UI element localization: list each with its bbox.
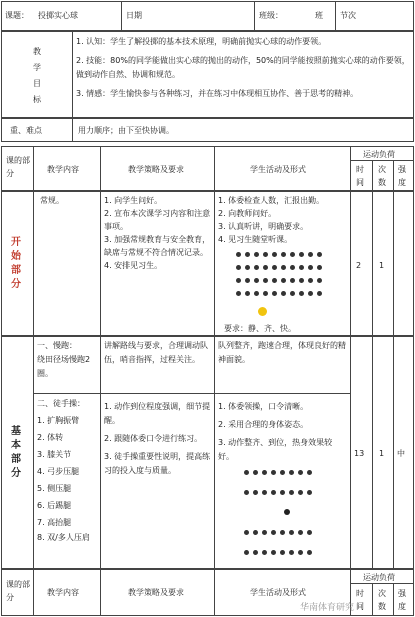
strategy-item: 1. 动作到位程度强调，细节提醒。 bbox=[104, 402, 211, 425]
content-item: 7. 高抬腿 bbox=[37, 518, 72, 527]
footer-load: 运动负荷 bbox=[363, 573, 395, 582]
topic-label: 课题： bbox=[5, 11, 29, 20]
header-content: 教学内容 bbox=[47, 165, 79, 174]
teacher-icon bbox=[258, 307, 267, 316]
section-start-student bbox=[218, 194, 348, 246]
header-intensity: 强度 bbox=[398, 165, 406, 187]
objectives-list bbox=[76, 35, 410, 101]
class-label: 班级： bbox=[259, 11, 283, 20]
header-student: 学生活动及形式 bbox=[250, 165, 306, 174]
section-basic-intensity: 中 bbox=[397, 449, 405, 458]
student-item: 3. 认真听讲，明确要求。 bbox=[218, 222, 309, 231]
objective-item: 2. 技能：80%的同学能做出实心球的抛出的动作，50%的同学能按照前抛实心球的动作要领，做到动作自然、协调和规范。 bbox=[76, 56, 410, 79]
section-basic-student-b bbox=[218, 400, 348, 464]
strategy-item: 4. 安排见习生。 bbox=[104, 261, 163, 270]
section-start-time: 2 bbox=[356, 261, 362, 270]
header-time: 时间 bbox=[356, 165, 364, 187]
section-basic-count: 1 bbox=[379, 449, 385, 458]
objectives-label: 教学目标 bbox=[33, 47, 41, 104]
student-item: 2. 采用合理的身体姿态。 bbox=[218, 420, 309, 429]
content-item: 8. 双/多人压肩 bbox=[37, 533, 90, 542]
section-start-requirement: 要求：静、齐、快。 bbox=[224, 324, 296, 333]
date-label: 日期 bbox=[126, 11, 142, 20]
lesson-label: 节次 bbox=[340, 11, 356, 20]
footer-content: 教学内容 bbox=[47, 588, 79, 597]
footer-time: 时间 bbox=[356, 589, 364, 611]
content-item: 一、慢跑： bbox=[37, 341, 77, 350]
content-item: 3. 膝关节 bbox=[37, 450, 72, 459]
header-part: 课的部分 bbox=[6, 156, 30, 178]
strategy-item: 2. 宣布本次课学习内容和注意事项。 bbox=[104, 209, 211, 231]
content-item: 5. 侧压腿 bbox=[37, 484, 72, 493]
formation-row bbox=[236, 278, 322, 283]
section-basic-strategy-b bbox=[104, 400, 212, 478]
section-basic-student-a: 队列整齐，跑速合理，体现良好的精神面貌。 bbox=[218, 341, 346, 364]
section-basic-time: 13 bbox=[354, 449, 365, 458]
formation-row bbox=[236, 252, 322, 257]
section-start-content: 常规。 bbox=[40, 196, 64, 205]
strategy-item: 1. 向学生问好。 bbox=[104, 196, 163, 205]
formation-row bbox=[244, 470, 312, 475]
strategy-item: 3. 徒手操重要性说明，提高练习的投入度与质量。 bbox=[104, 452, 211, 475]
section-start-count: 1 bbox=[379, 261, 385, 270]
student-item: 3. 动作整齐、到位，热身效果较好。 bbox=[218, 438, 333, 461]
key-points-row bbox=[1, 118, 414, 142]
footer-strategy: 教学策略及要求 bbox=[128, 588, 184, 597]
formation-row bbox=[244, 490, 312, 495]
student-item: 2. 向教师问好。 bbox=[218, 209, 277, 218]
objective-item: 1. 认知：学生了解投掷的基本技术原理，明确前抛实心球的动作要领。 bbox=[76, 37, 327, 46]
section-start-label: 开始部分 bbox=[11, 237, 21, 290]
content-item: 6. 后踢腿 bbox=[37, 501, 72, 510]
footer-intensity: 强度 bbox=[398, 589, 406, 611]
watermark: 华南体育研究 bbox=[300, 603, 355, 613]
section-basic-strategy-a: 讲解路线与要求，合理调动队伍，哨音指挥，过程关注。 bbox=[104, 341, 208, 364]
formation-row bbox=[236, 265, 322, 270]
key-points-label: 重、难点 bbox=[10, 126, 42, 135]
key-points-value: 用力顺序；由下至快协调。 bbox=[78, 126, 174, 135]
content-item: 4. 弓步压腿 bbox=[37, 467, 80, 476]
content-item: 2. 体转 bbox=[37, 433, 64, 442]
class-suffix: 班 bbox=[315, 11, 323, 20]
footer-count: 次数 bbox=[378, 589, 386, 611]
header-count: 次数 bbox=[378, 165, 386, 187]
content-item: 二、徒手操： bbox=[37, 399, 85, 408]
formation-row bbox=[244, 550, 312, 555]
strategy-item: 2. 跟随体委口令进行练习。 bbox=[104, 434, 203, 443]
strategy-item: 3. 加强常规教育与安全教育，缺席与常规不符合情况记录。 bbox=[104, 235, 211, 257]
formation-row bbox=[244, 530, 312, 535]
student-item: 1. 体委领操，口令清晰。 bbox=[218, 402, 309, 411]
student-item: 1. 体委检查人数，汇报出勤。 bbox=[218, 196, 325, 205]
formation-row bbox=[236, 291, 322, 296]
content-item: 1. 扩胸振臂 bbox=[37, 416, 80, 425]
topic-value: 投掷实心球 bbox=[38, 11, 78, 20]
footer-student: 学生活动及形式 bbox=[250, 588, 306, 597]
objective-item: 3. 情感：学生愉快参与各种练习，并在练习中体现相互协作、善于思考的精神。 bbox=[76, 89, 359, 98]
section-basic-content bbox=[37, 339, 99, 545]
header-strategy: 教学策略及要求 bbox=[128, 165, 184, 174]
student-item: 4. 见习生随堂听课。 bbox=[218, 235, 293, 244]
content-item: 绕田径场慢跑2圈。 bbox=[37, 355, 91, 378]
teacher-marker bbox=[284, 509, 290, 515]
header-load: 运动负荷 bbox=[363, 150, 395, 159]
section-basic-label: 基本部分 bbox=[11, 426, 21, 479]
footer-part: 课的部分 bbox=[6, 580, 30, 602]
section-start-strategy bbox=[104, 194, 212, 272]
